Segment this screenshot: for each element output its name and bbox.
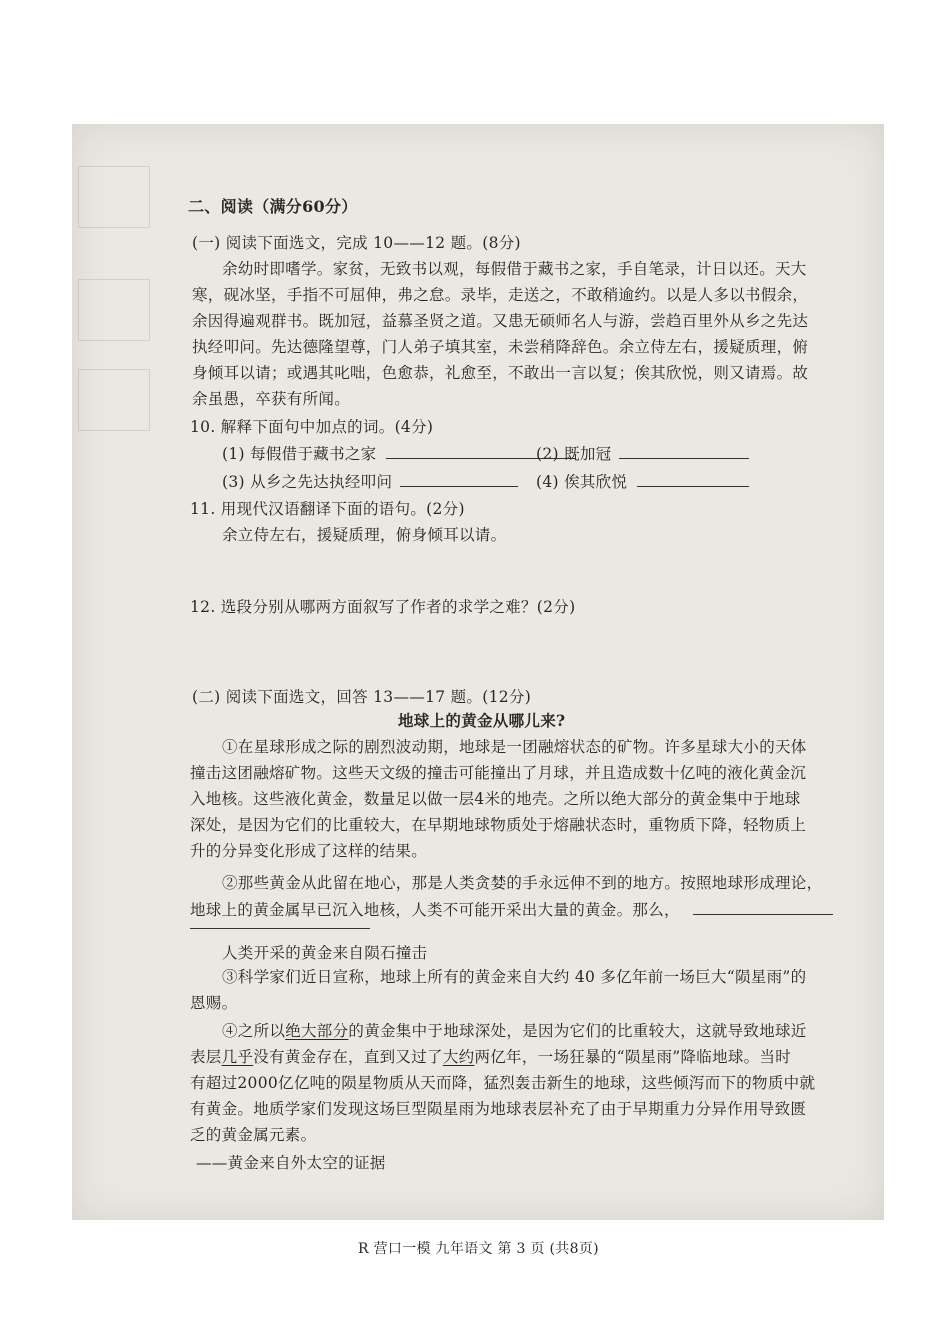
binding-box — [78, 369, 150, 431]
part2-heading: (二) 阅读下面选文，回答 13——17 题。(12分) — [192, 688, 532, 706]
p1-line: 撞击这团融熔矿物。这些天文级的撞击可能撞出了月球，并且造成数十亿吨的液化黄金沉 — [190, 764, 807, 782]
p4-text: 没有黄金存在，直到又过了 — [253, 1048, 443, 1066]
underlined-word: 大约 — [442, 1048, 475, 1066]
q10-item-4 — [536, 470, 749, 493]
p1-line: 深处，是因为它们的比重较大，在早期地球物质处于熔融状态时，重物质下降，轻物质上 — [190, 816, 807, 834]
q10-item-1 — [222, 442, 576, 465]
p4-line — [222, 1020, 807, 1042]
page-footer: R 营口一模 九年语文 第 3 页 (共8页) — [358, 1241, 599, 1257]
p3-line: 恩赐。 — [190, 994, 238, 1012]
article-title: 地球上的黄金从哪儿来? — [398, 711, 566, 730]
p3-line: ③科学家们近日宣称，地球上所有的黄金来自大约 40 多亿年前一场巨大“陨星雨”的 — [222, 968, 807, 986]
passage1-line: 寒，砚冰坚，手指不可屈伸，弗之怠。录毕，走送之，不敢稍逾约。以是人多以书假余， — [192, 286, 809, 304]
answer-blank[interactable] — [400, 470, 518, 487]
answer-blank[interactable] — [619, 442, 749, 459]
q10-item-3 — [222, 470, 518, 493]
binding-box — [78, 166, 150, 228]
q10-item-label: (2) 既加冠 — [536, 445, 612, 463]
p4-text: 表层 — [190, 1048, 222, 1066]
part1-heading: (一) 阅读下面选文，完成 10——12 题。(8分) — [192, 234, 521, 252]
underlined-word: 绝大部分 — [285, 1022, 349, 1040]
q10-item-label: (4) 俟其欣悦 — [536, 473, 628, 491]
p1-line: ①在星球形成之际的剧烈波动期，地球是一团融熔状态的矿物。许多星球大小的天体 — [222, 738, 807, 756]
question-11: 11. 用现代汉语翻译下面的语句。(2分) — [190, 500, 465, 518]
answer-blank[interactable] — [693, 898, 833, 915]
underlined-word: 几乎 — [221, 1048, 254, 1066]
subhead-2: ——黄金来自外太空的证据 — [196, 1154, 386, 1172]
question-10: 10. 解释下面句中加点的词。(4分) — [190, 418, 434, 436]
section-title: 二、阅读（满分60分） — [188, 197, 358, 216]
p1-line: 入地核。这些液化黄金，数量足以做一层4米的地壳。之所以绝大部分的黄金集中于地球 — [190, 790, 801, 808]
subhead-1: 人类开采的黄金来自陨石撞击 — [222, 944, 428, 962]
passage1-line: 执经叩问。先达德隆望尊，门人弟子填其室，未尝稍降辞色。余立侍左右，援疑质理，俯 — [192, 338, 809, 356]
p4-line: 有超过2000亿亿吨的陨星物质从天而降，猛烈轰击新生的地球，这些倾泻而下的物质中就 — [190, 1074, 816, 1092]
p2-text: 地球上的黄金属早已沉入地核，人类不可能开采出大量的黄金。那么， — [190, 901, 680, 919]
q10-item-label: (3) 从乡之先达执经叩问 — [222, 473, 393, 491]
p4-text: 两亿年，一场狂暴的“陨星雨”降临地球。当时 — [474, 1048, 792, 1066]
passage1-line: 余因得遍观群书。既加冠，益慕圣贤之道。又患无硕师名人与游，尝趋百里外从乡之先达 — [192, 312, 809, 330]
answer-blank[interactable] — [190, 912, 370, 929]
p2-blank-line — [190, 912, 370, 935]
binding-box — [78, 279, 150, 341]
p4-text: 的黄金集中于地球深处，是因为它们的比重较大，这就导致地球近 — [348, 1022, 807, 1040]
p4-line: 有黄金。地质学家们发现这场巨型陨星雨为地球表层补充了由于早期重力分异作用导致匮 — [190, 1100, 807, 1118]
passage1-line: 身倾耳以请；或遇其叱咄，色愈恭，礼愈至，不敢出一言以复；俟其欣悦，则又请焉。故 — [192, 364, 809, 382]
q11-sentence: 余立侍左右，援疑质理，俯身倾耳以请。 — [222, 526, 507, 544]
p1-line: 升的分异变化形成了这样的结果。 — [190, 842, 428, 860]
p4-line — [190, 1046, 791, 1068]
q10-item-label: (1) 每假借于藏书之家 — [222, 445, 377, 463]
p2-line: ②那些黄金从此留在地心，那是人类贪婪的手永远伸不到的地方。按照地球形成理论， — [222, 874, 823, 892]
q10-item-2 — [536, 442, 749, 465]
question-12: 12. 选段分别从哪两方面叙写了作者的求学之难？(2分) — [190, 598, 576, 616]
passage1-line: 余幼时即嗜学。家贫，无致书以观，每假借于藏书之家，手自笔录，计日以还。天大 — [222, 260, 807, 278]
passage1-line: 余虽愚，卒获有所闻。 — [192, 390, 351, 408]
p4-line: 乏的黄金属元素。 — [190, 1126, 317, 1144]
answer-blank[interactable] — [637, 470, 749, 487]
p4-text: ④之所以 — [222, 1022, 286, 1040]
